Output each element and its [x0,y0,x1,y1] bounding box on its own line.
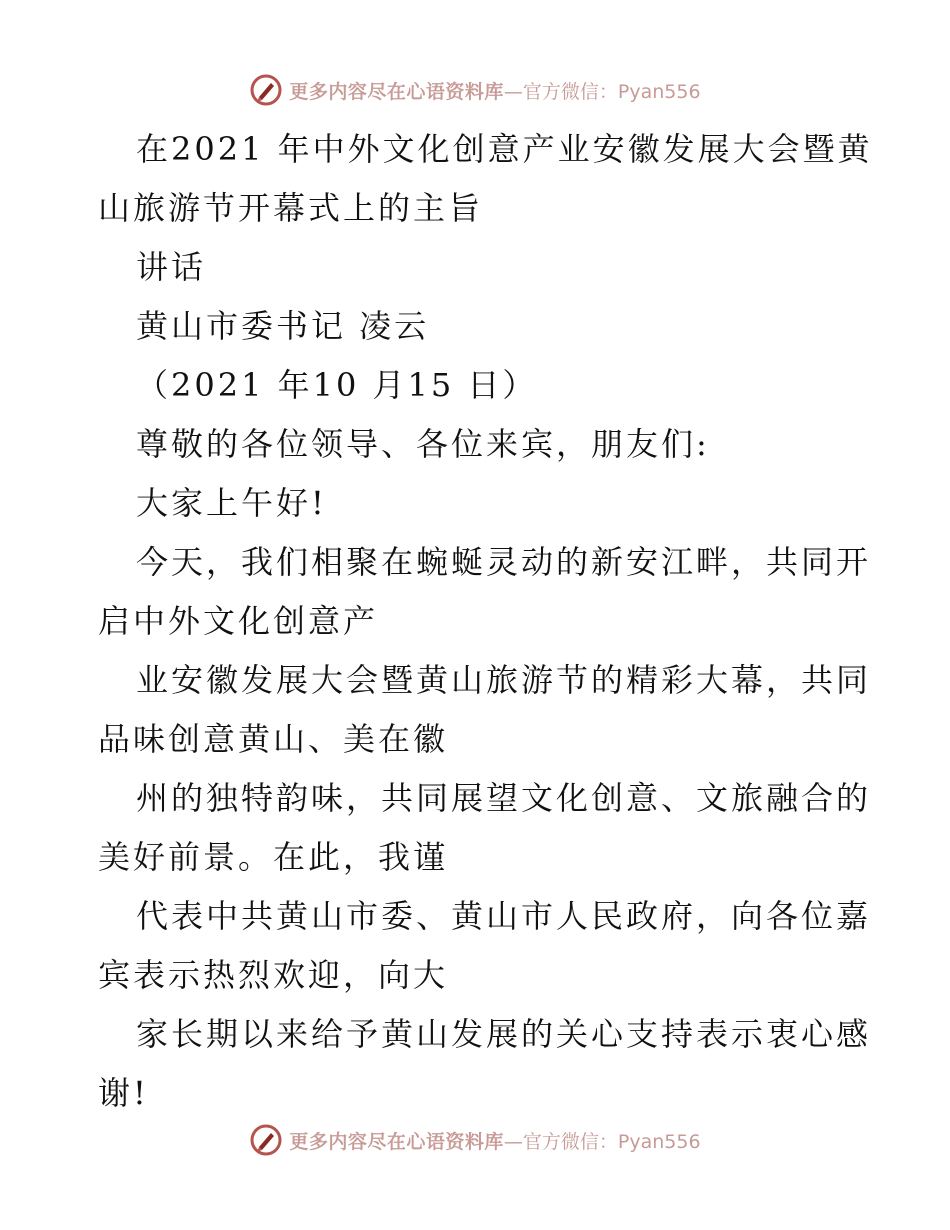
text-line: 品味创意黄山、美在徽 [98,720,449,758]
watermark-header [0,70,950,110]
text-line: （2021 年10 月15 日） [136,366,538,404]
text-line: 州的独特韵味，共同展望文化创意、文旅融合的 [136,779,872,817]
text-line: 讲话 [136,248,207,286]
pen-nib-icon [249,73,283,107]
text-line: 在2021 年中外文化创意产业安徽发展大会暨黄 [136,130,873,168]
text-line: 美好前景。在此，我谨 [98,838,449,876]
text-line: 今天，我们相聚在蜿蜒灵动的新安江畔，共同开 [136,543,872,581]
text-line: 谢! [98,1074,149,1112]
text-line: 黄山市委书记 凌云 [136,307,430,345]
text-line: 代表中共黄山市委、黄山市人民政府，向各位嘉 [136,897,872,935]
text-line: 业安徽发展大会暨黄山旅游节的精彩大幕，共同 [136,661,872,699]
text-line: 大家上午好! [136,484,327,522]
text-line: 家长期以来给予黄山发展的关心支持表示衷心感 [136,1015,872,1053]
watermark-contact: —官方微信：Pyan556 [503,1130,701,1153]
text-line: 尊敬的各位领导、各位来宾，朋友们: [136,425,710,463]
text-line: 宾表示热烈欢迎，向大 [98,956,449,994]
watermark-contact: —官方微信：Pyan556 [503,80,701,103]
document-body [98,120,873,1123]
pen-nib-icon [249,1123,283,1157]
watermark-text: 更多内容尽在心语资料库 [289,80,504,103]
text-line: 启中外文化创意产 [98,602,379,640]
watermark-text: 更多内容尽在心语资料库 [289,1130,504,1153]
text-line: 山旅游节开幕式上的主旨 [98,189,484,227]
watermark-footer [0,1120,950,1160]
